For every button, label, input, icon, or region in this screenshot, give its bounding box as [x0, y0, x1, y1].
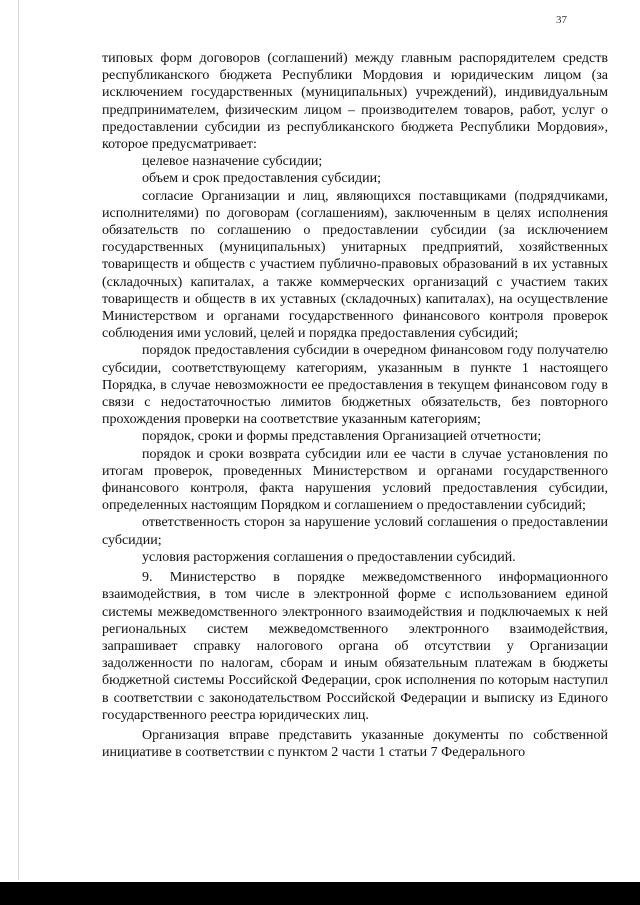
paragraph-liability: ответственность сторон за нарушение условий соглашения о предоставлении субсидии;: [102, 515, 608, 548]
document-body: [102, 50, 608, 761]
scan-margin-line: [18, 0, 19, 880]
scan-bottom-border: [0, 882, 640, 905]
paragraph-next-year: порядок предоставления субсидии в очередном финансовом году получателю субсидии, соответствующему категориям, указанным в пункте 1 настоящего Порядка, в случае невозможности ее предоставления в текущем финансовом году в связи с недостаточностью лимитов бюджетных обязательств, без повторного прохождения проверки на соответствие указанным категориям;: [102, 343, 608, 428]
paragraph-intro-continuation: типовых форм договоров (соглашений) между главным распорядителем средств республиканского бюджета Республики Мордовия и юридическим лицом (за исключением государственных (муниципальных) учреждений), индивидуальным предпринимателем, физическим лицом – производителем товаров, работ, услуг о предоставлении субсидии из республиканского бюджета Республики Мордовия», которое предусматривает:: [102, 51, 608, 153]
page-number: 37: [556, 14, 567, 26]
paragraph-reporting: порядок, сроки и формы представления Организацией отчетности;: [142, 429, 542, 445]
paragraph-refund: порядок и сроки возврата субсидии или ее части в случае установления по итогам проверок, проведенных Министерством и органами государственного финансового контроля, факта нарушения условий предоставления субсидии, определенных настоящим Порядком и соглашением о предоставлении субсидий;: [102, 446, 608, 514]
paragraph-own-initiative: Организация вправе представить указанные документы по собственной инициативе в соответствии с пунктом 2 части 1 статьи 7 Федерального: [102, 727, 608, 761]
paragraph-termination: условия расторжения соглашения о предоставлении субсидий.: [142, 549, 516, 565]
paragraph-purpose: целевое назначение субсидии;: [142, 154, 323, 170]
paragraph-volume-term: объем и срок предоставления субсидии;: [142, 171, 382, 187]
paragraph-item-9: 9. Министерство в порядке межведомственного информационного взаимодействия, в том числе в электронной форме с использованием единой системы межведомственного электронного взаимодействия и подключаемых к ней региональных систем межведомственного электронного взаимодействия, запрашивает справку налогового органа об отсутствии у Организации задолженности по налогам, сборам и иным обязательным платежам в бюджеты бюджетной системы Российской Федерации, срок исполнения по которым наступил в соответствии с законодательством Российской Федерации и выписку из Единого государственного реестра юридических лиц.: [102, 570, 608, 723]
paragraph-consent: согласие Организации и лиц, являющихся поставщиками (подрядчиками, исполнителями) по договорам (соглашениям), заключенным в целях исполнения обязательств по соглашению о предоставлении субсидии (за исключением государственных (муниципальных) унитарных предприятий, хозяйственных товариществ и обществ с участием публично-правовых образований в их уставных (складочных) капиталах, а также коммерческих организаций с участием таких товариществ и обществ в их уставных (складочных) капиталах), на осуществление Министерством и органами государственного финансового контроля проверок соблюдения ими условий, целей и порядка предоставления субсидий;: [102, 188, 608, 342]
